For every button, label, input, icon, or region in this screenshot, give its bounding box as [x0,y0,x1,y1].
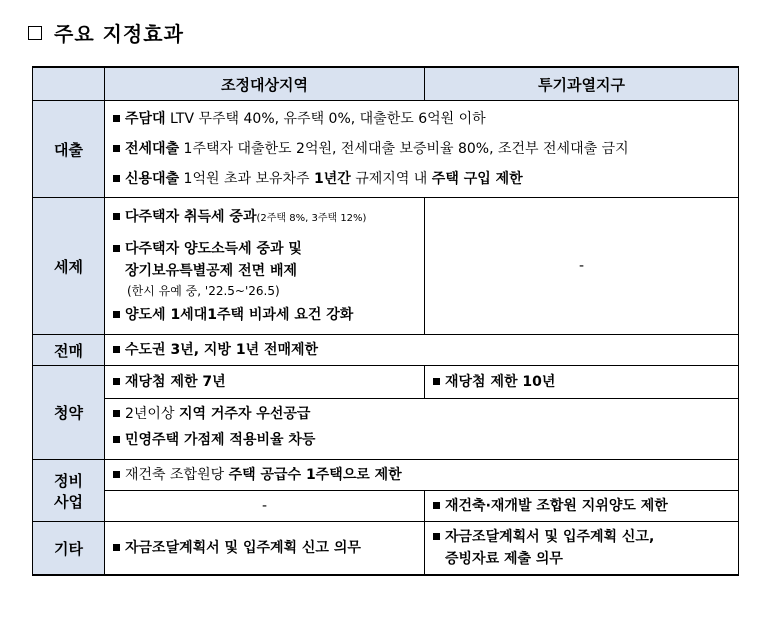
other-label: 기타 [33,522,105,576]
bullet-icon [433,533,440,540]
loan-content [105,101,739,198]
resale-label: 전매 [33,335,105,366]
designation-effects-table [32,66,739,576]
bullet-icon [113,436,120,443]
resale-content: 수도권 3년, 지방 1년 전매제한 [105,335,739,366]
bullet-icon [113,115,120,122]
section-title: 주요 지정효과 [54,22,184,46]
tax-speculation-content: - [425,198,739,335]
redevelopment-row-1 [33,460,739,491]
tax-row [33,198,739,335]
section-heading [28,18,184,47]
tax-item-transfer-note: (한시 유예 중, '22.5~'26.5) [127,284,280,298]
bullet-icon [433,378,440,385]
bullet-icon [113,410,120,417]
tax-item-acquisition: 다주택자 취득세 중과(2주택 8%, 3주택 12%) [113,202,416,234]
other-adjustment-content: 자금조달계획서 및 입주계획 신고 의무 [105,522,425,576]
other-speculation-content: 자금조달계획서 및 입주계획 신고, 증빙자료 제출 의무 [425,522,739,576]
bullet-icon [433,502,440,509]
redevelopment-common-content: 재건축 조합원당 주택 공급수 1주택으로 제한 [105,460,739,491]
subscription-label: 청약 [33,366,105,460]
bullet-icon [113,311,120,318]
redevelopment-row-2 [33,491,739,522]
bullet-icon [113,213,120,220]
loan-item-credit: 신용대출 1억원 초과 보유차주 1년간 규제지역 내 주택 구입 제한 [113,164,730,194]
subscription-row-2 [33,399,739,460]
bullet-icon [113,471,120,478]
checkbox-square-icon [28,26,42,40]
loan-item-mortgage: 주담대 LTV 무주택 40%, 유주택 0%, 대출한도 6억원 이하 [113,104,730,134]
subscription-row-1 [33,366,739,399]
header-empty-cell [33,67,105,101]
header-row [33,67,739,101]
other-row [33,522,739,576]
redevelopment-label: 정비 사업 [33,460,105,522]
bullet-icon [113,175,120,182]
resale-row [33,335,739,366]
redevelopment-speculation-content: 재건축·재개발 조합원 지위양도 제한 [425,491,739,522]
tax-adjustment-content [105,198,425,335]
header-speculation-zone: 투기과열지구 [425,67,739,101]
tax-item-transfer-line2: 장기보유특별공제 전면 배제 [125,263,298,279]
tax-item-transfer: 다주택자 양도소득세 중과 및 [113,238,416,260]
tax-item-exemption: 양도세 1세대1주택 비과세 요건 강화 [113,300,416,330]
subscription-adjustment-content: 재당첨 제한 7년 [105,366,425,399]
bullet-icon [113,378,120,385]
bullet-icon [113,145,120,152]
subscription-speculation-content: 재당첨 제한 10년 [425,366,739,399]
subscription-common-content: 2년이상 지역 거주자 우선공급 민영주택 가점제 적용비율 차등 [105,399,739,460]
tax-label: 세제 [33,198,105,335]
bullet-icon [113,346,120,353]
header-adjustment-zone: 조정대상지역 [105,67,425,101]
redevelopment-adjustment-content: - [105,491,425,522]
loan-row [33,101,739,198]
bullet-icon [113,544,120,551]
bullet-icon [113,245,120,252]
loan-item-jeonse: 전세대출 1주택자 대출한도 2억원, 전세대출 보증비율 80%, 조건부 전세대출 금지 [113,134,730,164]
loan-label: 대출 [33,101,105,198]
